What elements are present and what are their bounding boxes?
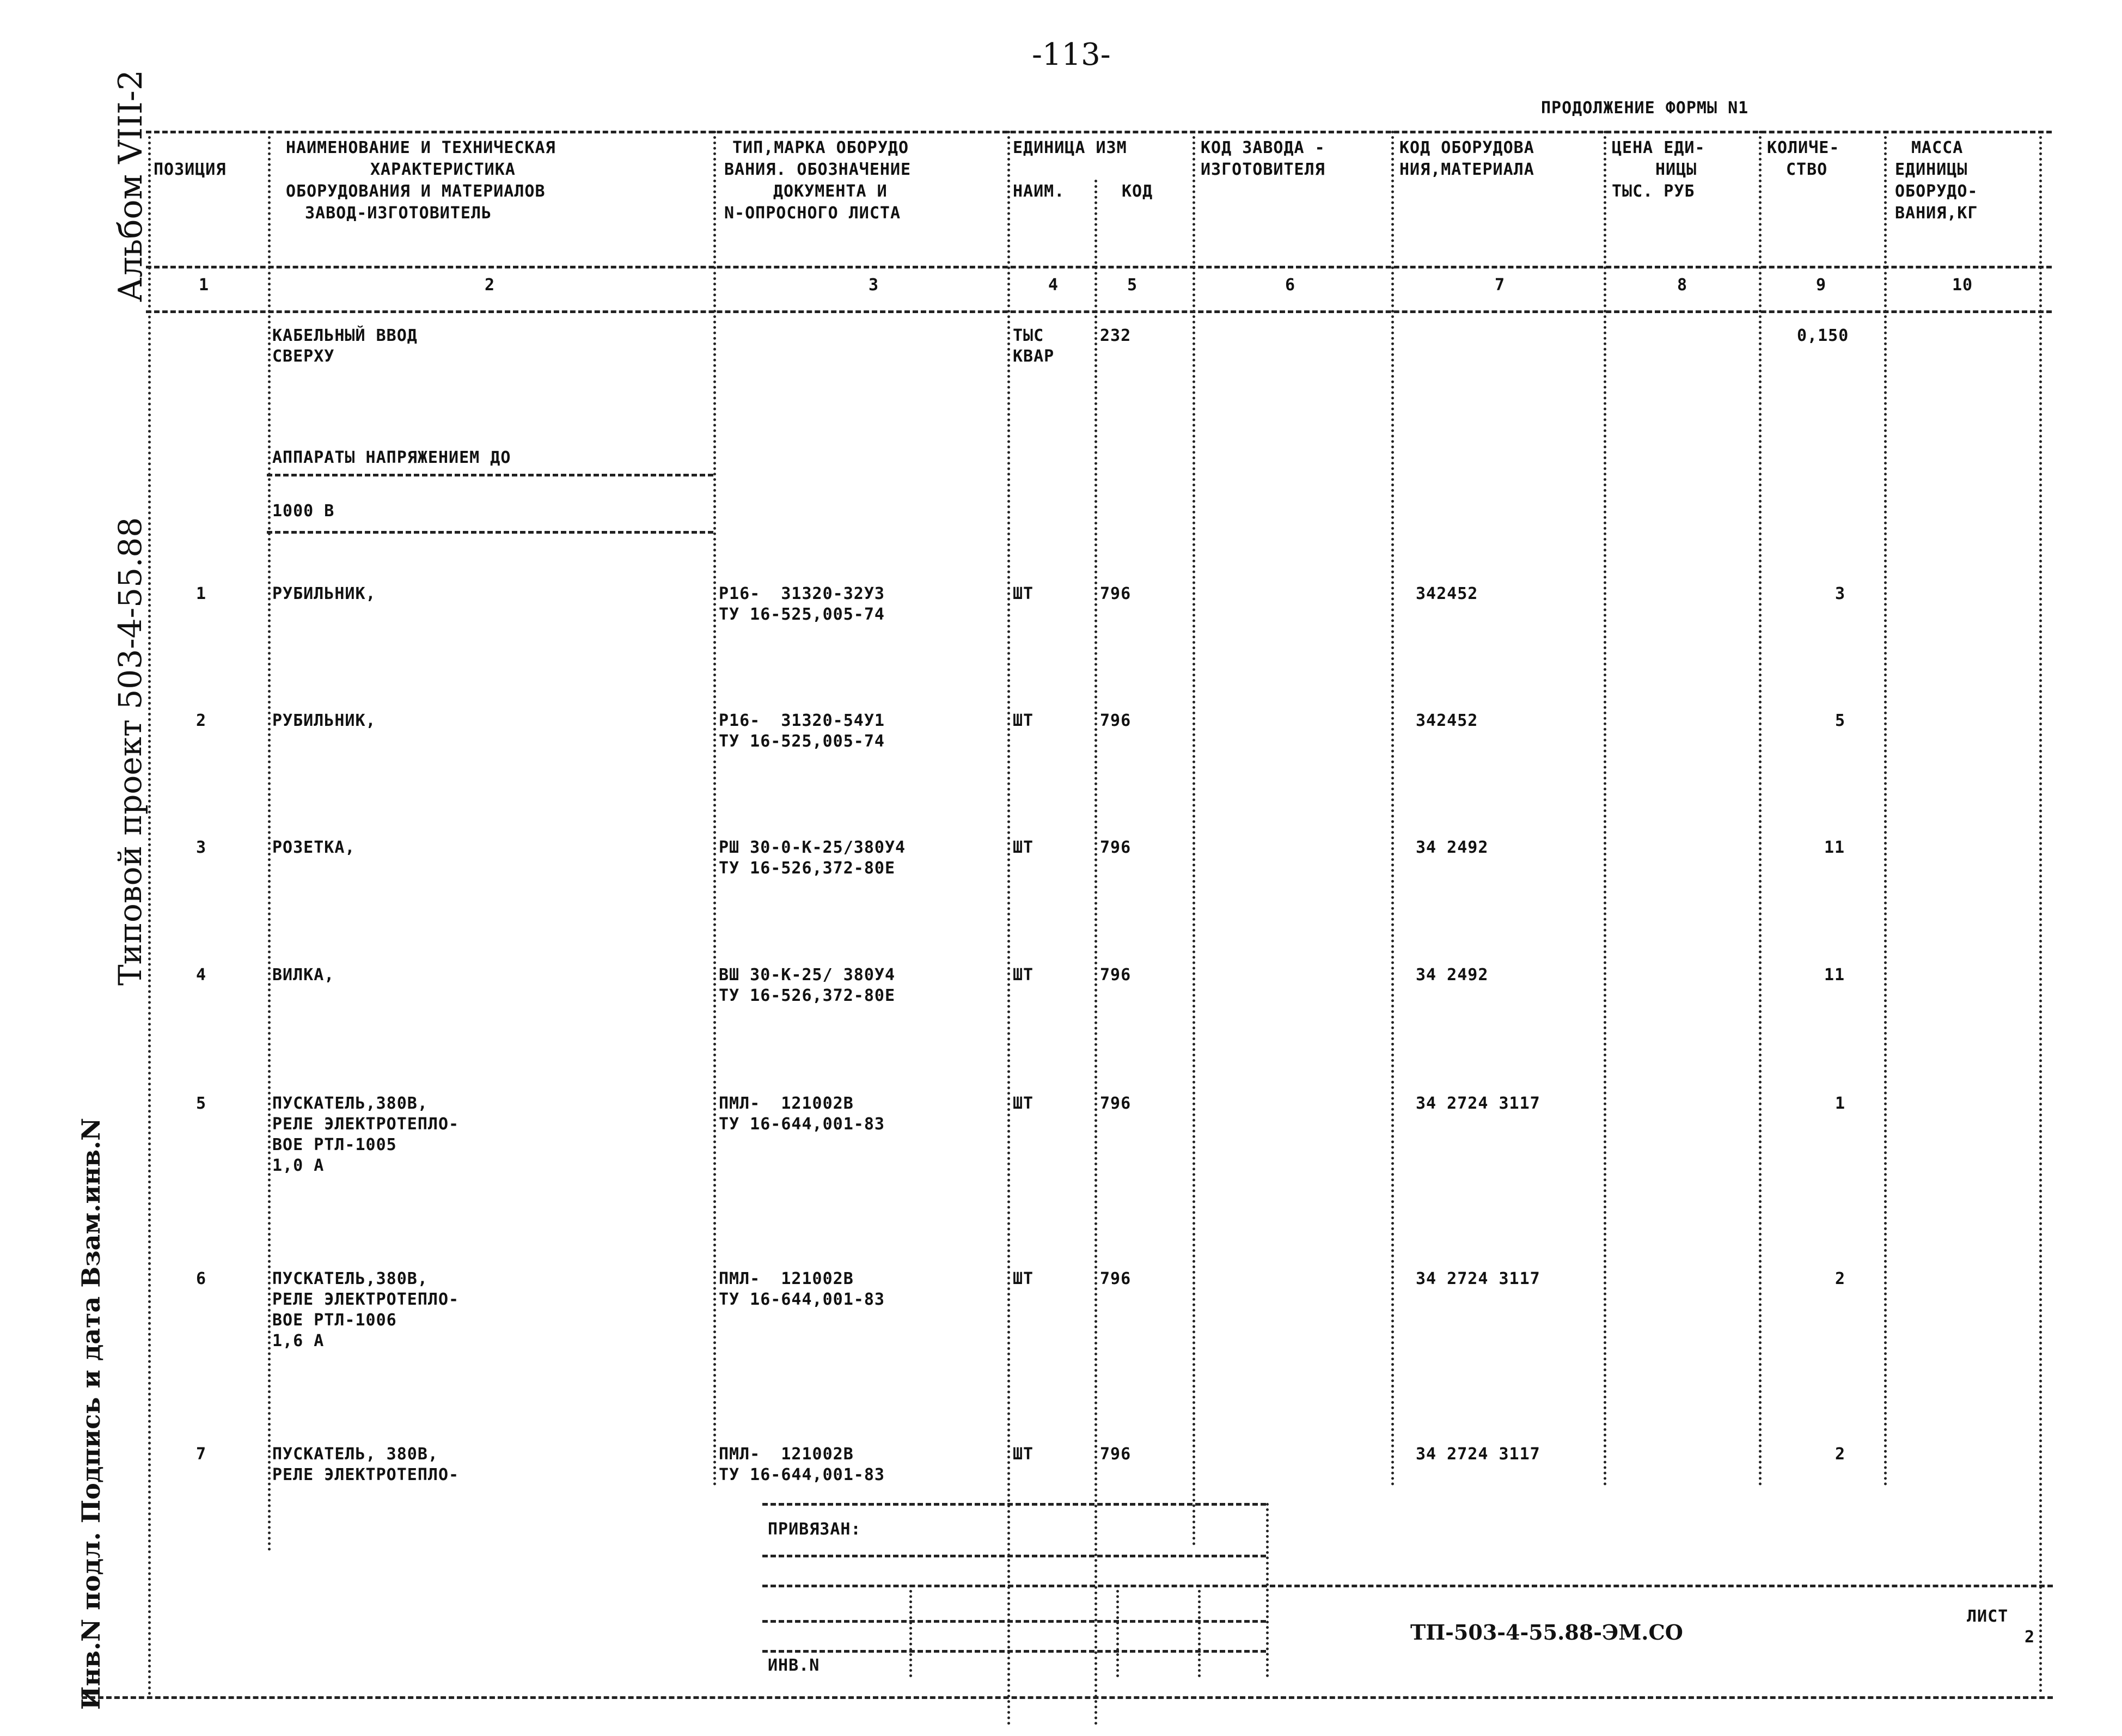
header-col7-line1: КОД ОБОРУДОВА [1399,138,1534,157]
row6-qty: 2 [1835,1269,1846,1288]
section-heading-1: АППАРАТЫ НАПРЯЖЕНИЕМ ДО [272,448,511,467]
row1-pos: 1 [196,584,207,603]
row3-unit: ШТ [1013,838,1034,857]
stamp-top-border [762,1503,1266,1506]
sheet-label: ЛИСТ [1967,1607,2009,1626]
col-divider-4 [1094,180,1097,1726]
row7-code: 796 [1100,1445,1132,1464]
row2-type-1: Р16- 31320-54У1 [719,711,885,730]
stamp-rule-2 [762,1585,2053,1587]
col-divider-3 [1007,131,1010,1726]
header-col8-line3: ТЫС. РУБ [1612,182,1695,201]
colnum-8: 8 [1677,276,1688,295]
col-divider-0 [148,131,151,1696]
row6-code-eq: 34 2724 3117 [1416,1269,1540,1288]
row6-code: 796 [1100,1269,1132,1288]
colnum-7: 7 [1495,276,1506,295]
row2-unit: ШТ [1013,711,1034,730]
row5-name-2: РЕЛЕ ЭЛЕКТРОТЕПЛО- [272,1115,460,1134]
stamp-divider-2 [1116,1585,1119,1677]
header-col2-line4: ЗАВОД-ИЗГОТОВИТЕЛЬ [305,204,492,223]
row5-code: 796 [1100,1094,1132,1113]
row5-type-1: ПМЛ- 121002В [719,1094,854,1113]
row2-qty: 5 [1835,711,1846,730]
row6-pos: 6 [196,1269,207,1288]
row1-qty: 3 [1835,584,1846,603]
row5-code-eq: 34 2724 3117 [1416,1094,1540,1113]
table-bottom-border [82,1696,2053,1699]
col-divider-2 [713,131,716,1487]
row6-type-1: ПМЛ- 121002В [719,1269,854,1288]
document-code: ТП-503-4-55.88-ЭМ.СО [1410,1620,1683,1645]
colnum-6: 6 [1285,276,1296,295]
sheet-number: 2 [2025,1628,2035,1647]
row7-name-1: ПУСКАТЕЛЬ, 380В, [272,1445,438,1464]
colnum-2: 2 [485,276,496,295]
stamp-rule-4 [762,1650,1266,1653]
section-rule-1 [267,474,713,476]
row4-code-eq: 34 2492 [1416,965,1489,985]
col-divider-10 [2039,131,2042,1694]
row5-name-4: 1,0 А [272,1156,325,1175]
row1-name: РУБИЛЬНИК, [272,584,376,603]
row4-type-1: ВШ 30-К-25/ 380У4 [719,965,896,985]
row-cable-name-1: КАБЕЛЬНЫЙ ВВОД [272,326,418,345]
colnum-3: 3 [869,276,879,295]
row-cable-code: 232 [1100,326,1132,345]
stamp-rule-1 [762,1555,1266,1557]
stamp-bound-label: ПРИВЯЗАН: [768,1520,861,1539]
col-divider-5 [1193,131,1195,1546]
header-col3-line4: N-ОПРОСНОГО ЛИСТА [724,204,901,223]
header-col8-line1: ЦЕНА ЕДИ- [1612,138,1705,157]
row1-unit: ШТ [1013,584,1034,603]
inv-signature-label: Инв.N подл. Подпись и дата Взам.инв.N [76,1117,106,1710]
row6-name-1: ПУСКАТЕЛЬ,380В, [272,1269,428,1288]
row6-name-3: ВОЕ РТЛ-1006 [272,1311,397,1330]
row4-qty: 11 [1824,965,1845,985]
header-col3-line2: ВАНИЯ. ОБОЗНАЧЕНИЕ [724,160,912,179]
row3-type-1: РШ 30-0-К-25/380У4 [719,838,906,857]
row2-pos: 2 [196,711,207,730]
header-col3-line3: ДОКУМЕНТА И [773,182,888,201]
row4-code: 796 [1100,965,1132,985]
row7-type-1: ПМЛ- 121002В [719,1445,854,1464]
row2-type-2: ТУ 16-525,005-74 [719,732,885,751]
row3-code-eq: 34 2492 [1416,838,1489,857]
header-col2-line1: НАИМЕНОВАНИЕ И ТЕХНИЧЕСКАЯ [286,138,556,157]
colnum-9: 9 [1816,276,1827,295]
header-col2-line2: ХАРАКТЕРИСТИКА [370,160,516,179]
col-divider-9 [1884,131,1887,1487]
header-unit-code: КОД [1122,182,1153,201]
header-col6-line1: КОД ЗАВОДА - [1201,138,1325,157]
row6-unit: ШТ [1013,1269,1034,1288]
row5-name-1: ПУСКАТЕЛЬ,380В, [272,1094,428,1113]
col-divider-1 [268,131,271,1552]
header-col8-line2: НИЦЫ [1655,160,1697,179]
form-continuation-note: ПРОДОЛЖЕНИЕ ФОРМЫ N1 [1541,99,1749,118]
row4-name: ВИЛКА, [272,965,335,985]
row-cable-name-2: СВЕРХУ [272,347,335,366]
page-number: -113- [1032,37,1111,72]
header-col10-line4: ВАНИЯ,КГ [1895,204,1978,223]
colnum-4: 4 [1048,276,1059,295]
col-divider-7 [1604,131,1606,1487]
row4-pos: 4 [196,965,207,985]
row5-type-2: ТУ 16-644,001-83 [719,1115,885,1134]
row2-name: РУБИЛЬНИК, [272,711,376,730]
col-divider-8 [1759,131,1762,1487]
row7-unit: ШТ [1013,1445,1034,1464]
row5-pos: 5 [196,1094,207,1113]
project-label: Типовой проект 503-4-55.88 [112,517,149,986]
colnum-10: 10 [1952,276,1973,295]
row3-type-2: ТУ 16-526,372-80Е [719,859,896,878]
row7-name-2: РЕЛЕ ЭЛЕКТРОТЕПЛО- [272,1465,460,1484]
colnum-1: 1 [199,276,210,295]
column-number-separator [146,310,2052,313]
stamp-divider-1 [909,1585,912,1677]
row1-type-1: Р16- 31320-32У3 [719,584,885,603]
col-divider-6 [1391,131,1394,1487]
header-col10-line2: ЕДИНИЦЫ [1895,160,1968,179]
stamp-inv-label: ИНВ.N [768,1656,820,1675]
header-col10-line3: ОБОРУДО- [1895,182,1978,201]
row2-code: 796 [1100,711,1132,730]
header-col6-line2: ИЗГОТОВИТЕЛЯ [1201,160,1325,179]
colnum-5: 5 [1127,276,1138,295]
table-top-border [146,131,2052,133]
header-col3-line1: ТИП,МАРКА ОБОРУДО [732,138,909,157]
row-cable-unit-2: КВАР [1013,347,1055,366]
stamp-divider-3 [1198,1585,1201,1677]
row6-name-4: 1,6 А [272,1331,325,1350]
row6-name-2: РЕЛЕ ЭЛЕКТРОТЕПЛО- [272,1290,460,1309]
row5-unit: ШТ [1013,1094,1034,1113]
row6-type-2: ТУ 16-644,001-83 [719,1290,885,1309]
row1-code: 796 [1100,584,1132,603]
row4-type-2: ТУ 16-526,372-80Е [719,986,896,1005]
album-label: Альбом VIII-2 [112,69,150,302]
header-col1-line1: ПОЗИЦИЯ [154,160,227,179]
header-col7-line2: НИЯ,МАТЕРИАЛА [1399,160,1534,179]
stamp-right-border [1266,1503,1269,1677]
row5-qty: 1 [1835,1094,1846,1113]
row3-pos: 3 [196,838,207,857]
row3-name: РОЗЕТКА, [272,838,356,857]
row5-name-3: ВОЕ РТЛ-1005 [272,1135,397,1154]
header-unit: ЕДИНИЦА ИЗМ [1013,138,1127,157]
row-cable-unit-1: ТЫС [1013,326,1044,345]
header-col10-line1: МАССА [1911,138,1964,157]
stamp-rule-3 [762,1620,1266,1623]
row1-code-eq: 342452 [1416,584,1478,603]
row4-unit: ШТ [1013,965,1034,985]
section-rule-2 [267,531,713,534]
header-col2-line3: ОБОРУДОВАНИЯ И МАТЕРИАЛОВ [286,182,546,201]
row2-code-eq: 342452 [1416,711,1478,730]
section-heading-2: 1000 В [272,502,335,521]
row3-qty: 11 [1824,838,1845,857]
row7-pos: 7 [196,1445,207,1464]
row1-type-2: ТУ 16-525,005-74 [719,605,885,624]
row7-code-eq: 34 2724 3117 [1416,1445,1540,1464]
header-col9-line2: СТВО [1786,160,1828,179]
header-separator [146,266,2052,268]
row-cable-qty: 0,150 [1797,326,1849,345]
row7-qty: 2 [1835,1445,1846,1464]
header-col9-line1: КОЛИЧЕ- [1767,138,1840,157]
header-unit-name: НАИМ. [1013,182,1065,201]
row7-type-2: ТУ 16-644,001-83 [719,1465,885,1484]
row3-code: 796 [1100,838,1132,857]
